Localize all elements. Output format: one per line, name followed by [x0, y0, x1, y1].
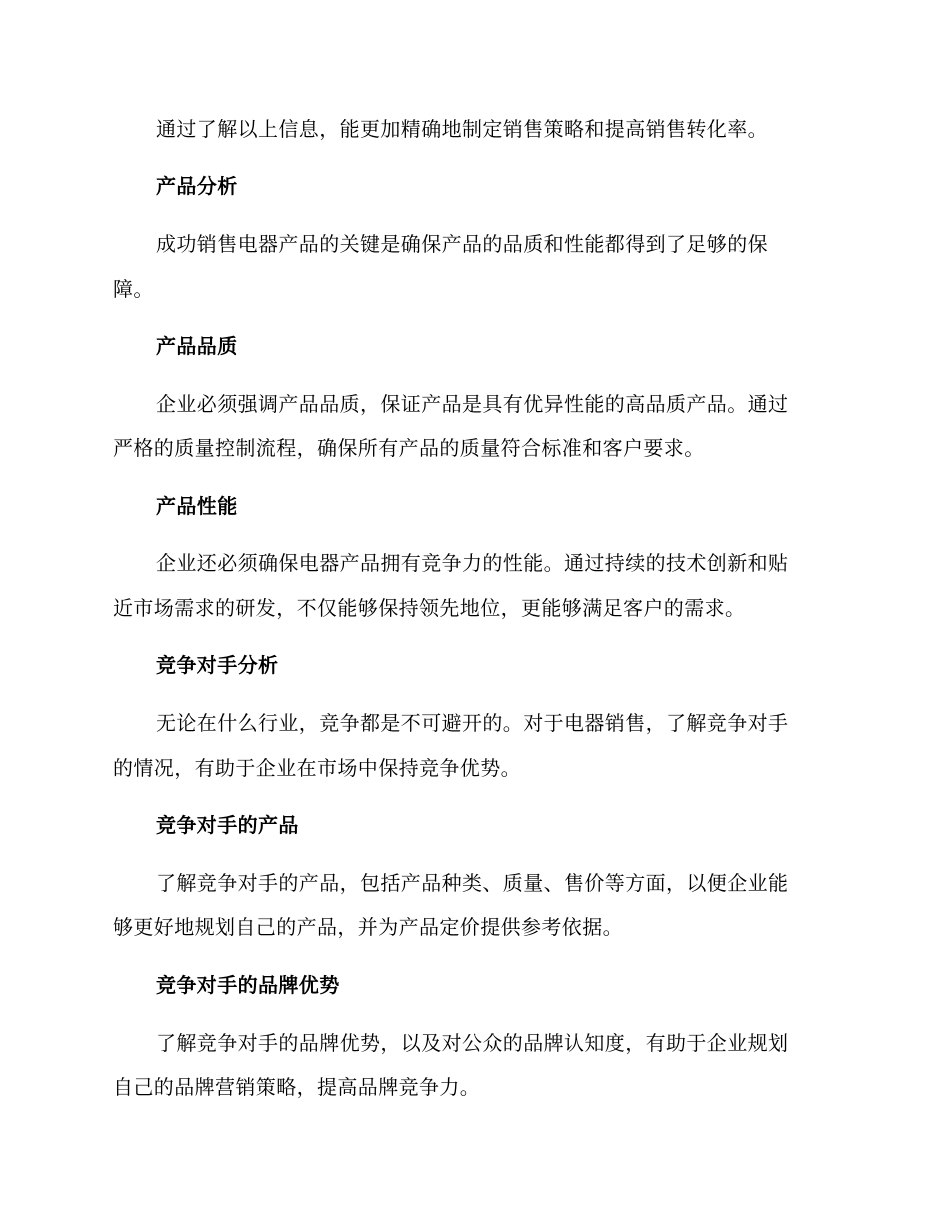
paragraph-product-performance-line-1: 企业还必须确保电器产品拥有竞争力的性能。通过持续的技术创新和贴 [156, 551, 789, 575]
heading-product-quality: 产品品质 [156, 334, 238, 358]
paragraph-product-quality-line-2: 严格的质量控制流程，确保所有产品的质量符合标准和客户要求。 [113, 436, 705, 460]
paragraph-competitor-brand-advantage-line-1: 了解竞争对手的品牌优势，以及对公众的品牌认知度，有助于企业规划 [156, 1031, 789, 1055]
heading-competitor-analysis: 竞争对手分析 [156, 653, 279, 677]
paragraph-intro-line-1: 通过了解以上信息，能更加精确地制定销售策略和提高销售转化率。 [156, 117, 768, 141]
heading-product-performance: 产品性能 [156, 494, 238, 518]
paragraph-competitor-products-line-1: 了解竞争对手的产品，包括产品种类、质量、售价等方面，以便企业能 [156, 871, 789, 895]
paragraph-competitor-analysis-line-1: 无论在什么行业，竞争都是不可避开的。对于电器销售，了解竞争对手 [156, 711, 789, 735]
heading-product-analysis: 产品分析 [156, 174, 238, 198]
heading-competitor-brand-advantage: 竞争对手的品牌优势 [156, 973, 340, 997]
paragraph-competitor-brand-advantage-line-2: 自己的品牌营销策略，提高品牌竞争力。 [113, 1075, 481, 1099]
paragraph-product-performance-line-2: 近市场需求的研发，不仅能够保持领先地位，更能够满足客户的需求。 [113, 596, 746, 620]
paragraph-product-analysis-line-1: 成功销售电器产品的关键是确保产品的品质和性能都得到了足够的保 [156, 232, 768, 256]
paragraph-competitor-analysis-line-2: 的情况，有助于企业在市场中保持竞争优势。 [113, 756, 521, 780]
paragraph-competitor-products-line-2: 够更好地规划自己的产品，并为产品定价提供参考依据。 [113, 915, 623, 939]
paragraph-product-quality-line-1: 企业必须强调产品品质，保证产品是具有优异性能的高品质产品。通过 [156, 392, 789, 416]
heading-competitor-products: 竞争对手的产品 [156, 813, 299, 837]
paragraph-product-analysis-line-2: 障。 [113, 277, 154, 301]
